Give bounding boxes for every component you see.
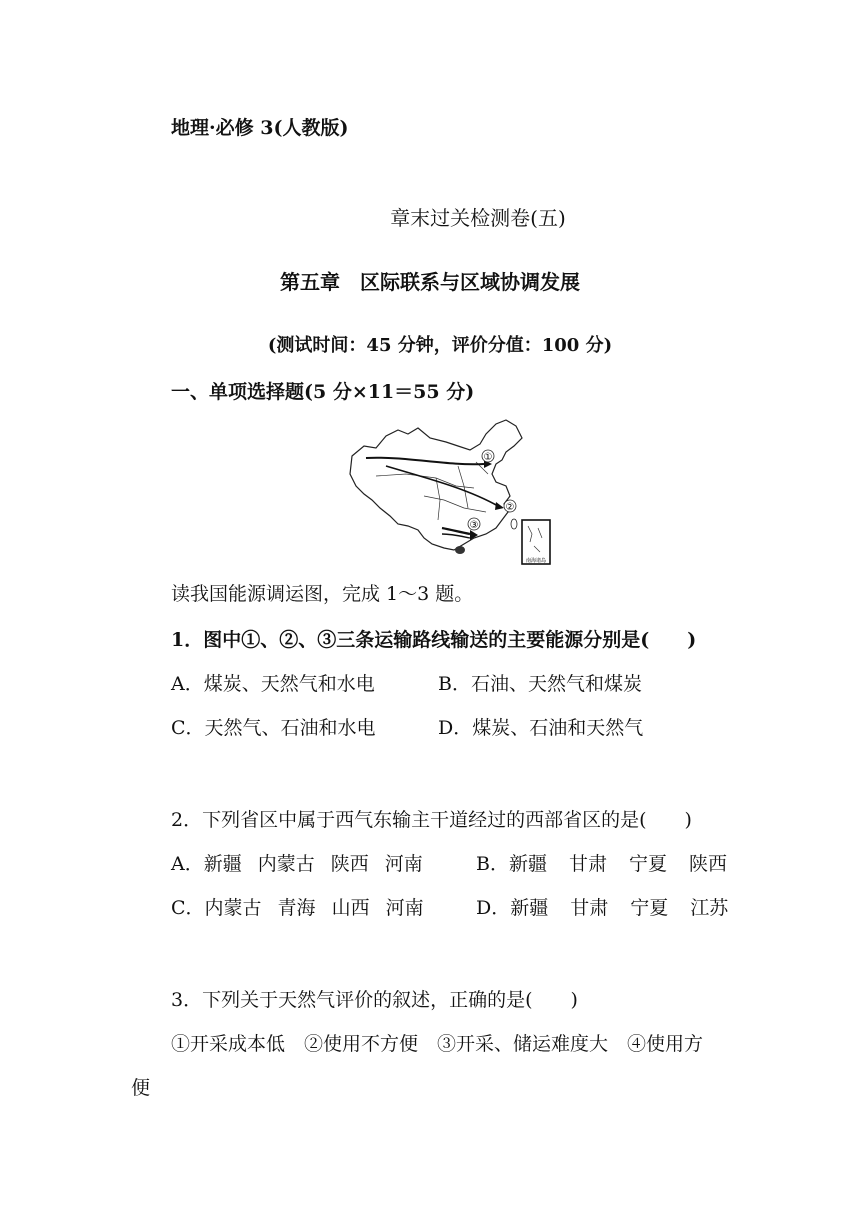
q1-option-d: D．煤炭、石油和天然气: [438, 717, 644, 739]
q2-d-item: 宁夏: [630, 897, 669, 919]
route-1-line: [366, 458, 484, 465]
q2-b-item: 陕西: [689, 853, 728, 875]
energy-transport-map: [346, 416, 556, 566]
china-map-figure: [346, 416, 556, 566]
chapter-title: 第五章 区际联系与区域协调发展: [280, 270, 580, 294]
q2-b-item: B．新疆: [476, 853, 547, 875]
q2-a-item: A．新疆: [171, 853, 242, 875]
q2-c-item: C．内蒙古: [171, 897, 262, 919]
q2-option-b: [476, 852, 727, 876]
q2-option-c: [171, 896, 424, 920]
q1-option-c: C．天然气、石油和水电: [171, 717, 376, 739]
q2-option-d: [476, 896, 728, 920]
subject-header: 地理·必修 3(人教版): [171, 117, 349, 139]
china-outline: [350, 420, 522, 550]
intro-text: 读我国能源调运图，完成 1～3 题。: [171, 583, 474, 605]
q1-stem: [171, 628, 696, 652]
q3-items: ①开采成本低 ②使用不方便 ③开采、储运难度大 ④使用方: [171, 1033, 704, 1055]
q2-stem: 2．下列省区中属于西气东输主干道经过的西部省区的是( ): [171, 809, 692, 831]
q2-c-item: 河南: [385, 897, 424, 919]
section-heading: 一、单项选择题(5 分×11＝55 分): [171, 381, 475, 403]
q2-a-item: 陕西: [330, 853, 369, 875]
q2-a-item: 内蒙古: [257, 853, 315, 875]
q1-option-a: A．煤炭、天然气和水电: [171, 673, 375, 695]
inset-label: 南海诸岛: [525, 558, 547, 564]
q3-items-wrap: 便: [131, 1077, 151, 1099]
q1-option-b: B．石油、天然气和煤炭: [438, 673, 642, 695]
q1-stem-text: 1．图中①、②、③三条运输路线输送的主要能源分别是( ): [171, 629, 697, 651]
hainan-island: [455, 546, 465, 554]
q2-d-item: 江苏: [690, 897, 729, 919]
q3-stem: 3．下列关于天然气评价的叙述，正确的是( ): [171, 989, 578, 1011]
q2-c-item: 青海: [277, 897, 316, 919]
test-info: (测试时间：45 分钟，评价分值：100 分): [267, 335, 613, 356]
route-label-1: ①: [483, 452, 493, 463]
q2-option-a: [171, 852, 423, 876]
q2-d-item: D．新疆: [476, 897, 549, 919]
route-3-line: [442, 528, 470, 534]
q2-b-item: 甘肃: [568, 853, 607, 875]
q2-c-item: 山西: [331, 897, 370, 919]
exam-title: 章末过关检测卷(五): [390, 206, 566, 230]
route-label-2: ②: [505, 502, 515, 513]
route-label-3: ③: [469, 520, 479, 531]
q2-a-item: 河南: [384, 853, 423, 875]
q2-d-item: 甘肃: [570, 897, 609, 919]
route-2-line: [386, 466, 498, 506]
q2-b-item: 宁夏: [628, 853, 667, 875]
